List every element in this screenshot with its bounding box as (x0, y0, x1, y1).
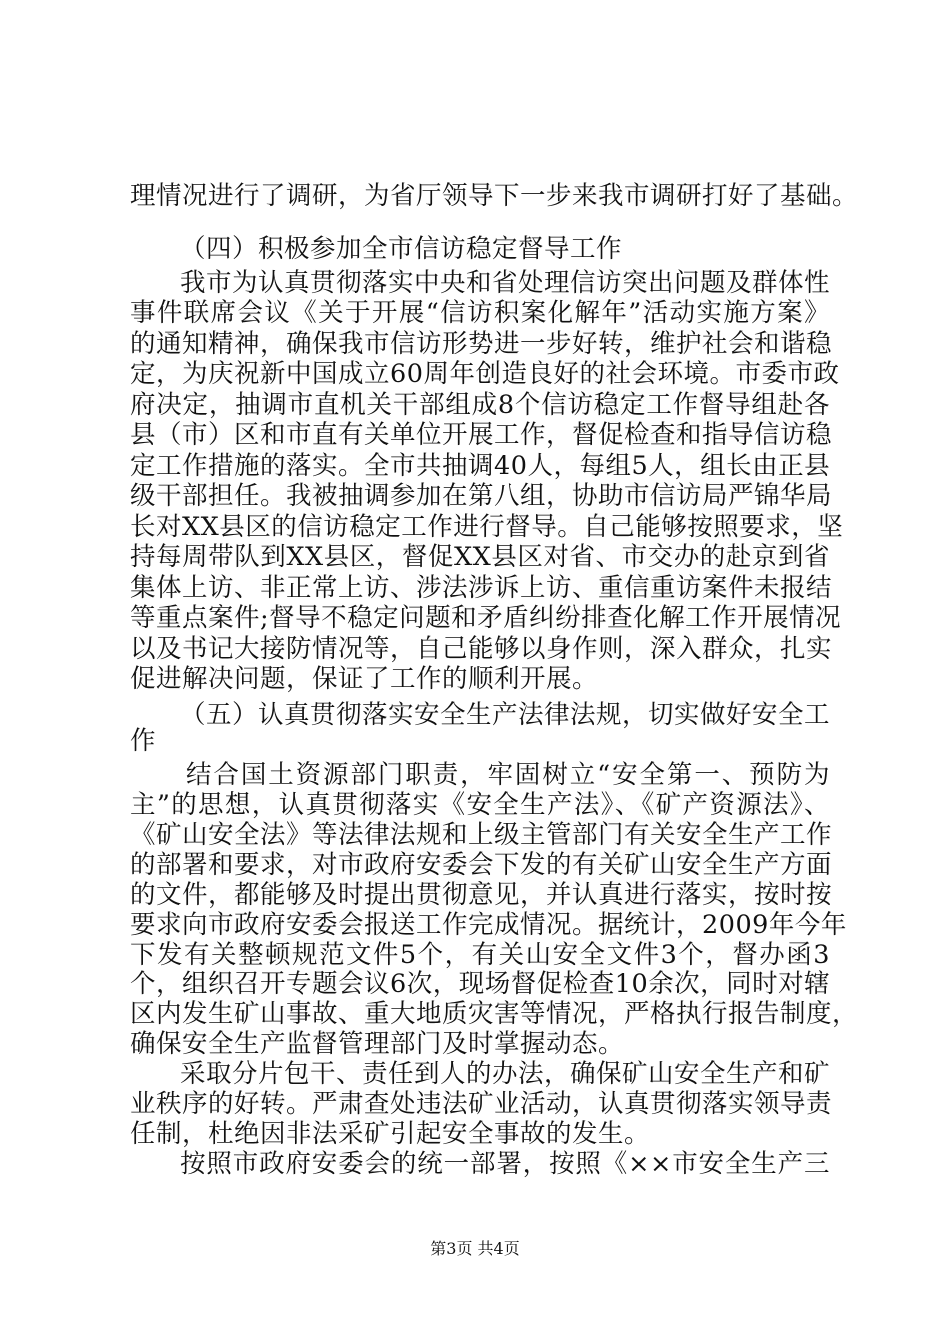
paragraph-line: 长对XX县区的信访稳定工作进行督导。自己能够按照要求，坚 (130, 512, 844, 542)
paragraph-line: 下发有关整顿规范文件5个，有关山安全文件3个，督办函3 (130, 940, 830, 970)
paragraph-line: 定工作措施的落实。全市共抽调40人，每组5人，组长由正县 (130, 451, 831, 481)
paragraph-line: 等重点案件;督导不稳定问题和矛盾纠纷排查化解工作开展情况 (130, 603, 842, 633)
paragraph-line: 采取分片包干、责任到人的办法，确保矿山安全生产和矿 (180, 1059, 831, 1089)
paragraph-line: 《矿山安全法》等法律法规和上级主管部门有关安全生产工作 (130, 820, 833, 850)
paragraph-line: 要求向市政府安委会报送工作完成情况。据统计，2009年今年 (130, 910, 847, 940)
paragraph-line: 府决定，抽调市直机关干部组成8个信访稳定工作督导组赴各 (130, 390, 830, 420)
paragraph-line: 的部署和要求，对市政府安委会下发的有关矿山安全生产方面 (130, 850, 833, 880)
paragraph-line: 县（市）区和市直有关单位开展工作，督促检查和指导信访稳 (130, 420, 833, 450)
paragraph-line: 促进解决问题，保证了工作的顺利开展。 (130, 664, 599, 694)
paragraph-line: 区内发生矿山事故、重大地质灾害等情况，严格执行报告制度， (130, 999, 859, 1029)
paragraph-line: 理情况进行了调研，为省厅领导下一步来我市调研打好了基础。 (130, 181, 859, 211)
paragraph-line: 以及书记大接防情况等，自己能够以身作则，深入群众，扎实 (130, 634, 833, 664)
paragraph-line: （五）认真贯彻落实安全生产法律法规，切实做好安全工 (180, 700, 831, 730)
paragraph-line: 个，组织召开专题会议6次，现场督促检查10余次，同时对辖 (130, 969, 831, 999)
paragraph-line: 我市为认真贯彻落实中央和省处理信访突出问题及群体性 (180, 268, 831, 298)
paragraph-line: 主”的思想，认真贯彻落实《安全生产法》、《矿产资源法》、 (130, 790, 830, 820)
paragraph-line: 的通知精神，确保我市信访形势进一步好转，维护社会和谐稳 (130, 329, 833, 359)
paragraph-line: 结合国土资源部门职责，牢固树立“安全第一、预防为 (186, 760, 830, 790)
page-footer: 第3页 共4页 (430, 1239, 520, 1258)
paragraph-line: 的文件，都能够及时提出贯彻意见，并认真进行落实，按时按 (130, 880, 833, 910)
paragraph-line: 任制，杜绝因非法采矿引起安全事故的发生。 (130, 1119, 651, 1149)
paragraph-line: 确保安全生产监督管理部门及时掌握动态。 (130, 1029, 625, 1059)
paragraph-line: 业秩序的好转。严肃查处违法矿业活动，认真贯彻落实领导责 (130, 1089, 833, 1119)
paragraph-line: 定，为庆祝新中国成立60周年创造良好的社会环境。市委市政 (130, 359, 840, 389)
paragraph-line: （四）积极参加全市信访稳定督导工作 (180, 234, 623, 264)
paragraph-line: 按照市政府安委会的统一部署，按照《××市安全生产三 (180, 1149, 830, 1179)
paragraph-line: 作 (130, 726, 157, 756)
paragraph-line: 持每周带队到XX县区，督促XX县区对省、市交办的赴京到省 (130, 542, 830, 572)
paragraph-line: 集体上访、非正常上访、涉法涉诉上访、重信重访案件未报结 (130, 573, 833, 603)
paragraph-line: 级干部担任。我被抽调参加在第八组，协助市信访局严锦华局 (130, 481, 833, 511)
paragraph-line: 事件联席会议《关于开展“信访积案化解年”活动实施方案》 (130, 298, 830, 328)
